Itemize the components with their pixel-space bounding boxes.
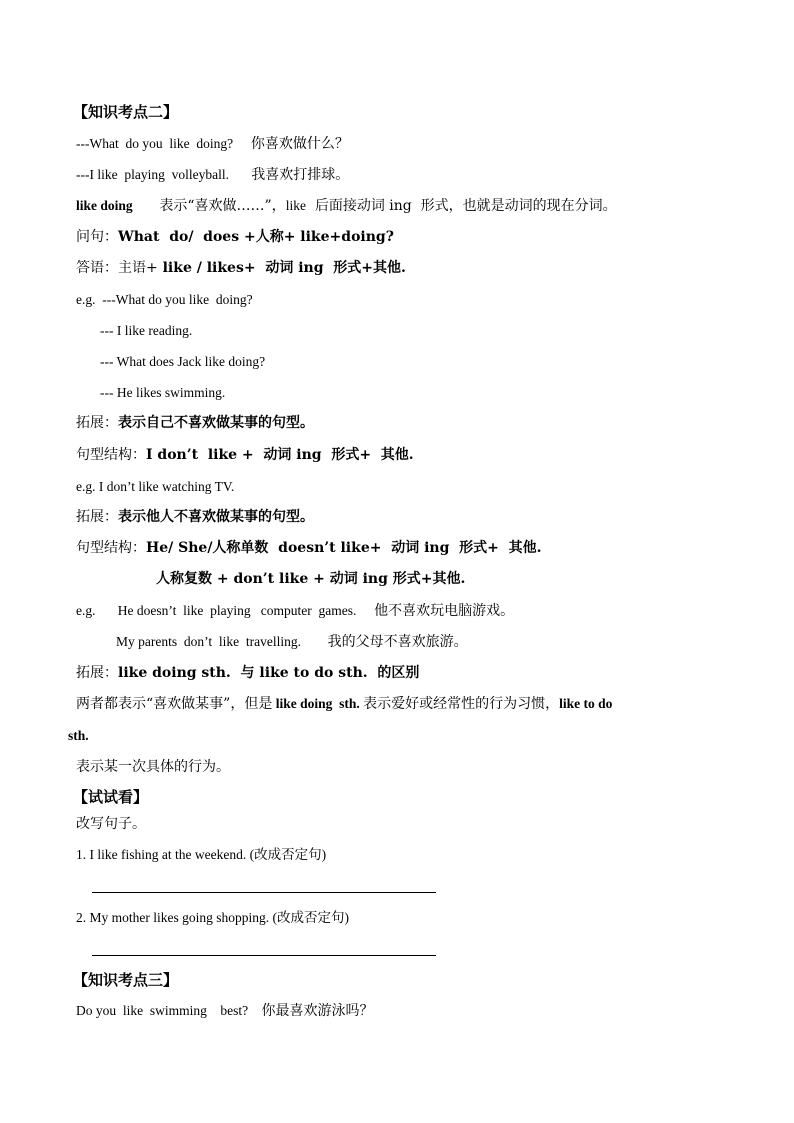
- extension-text: 表示他人不喜欢做某事的句型。: [118, 509, 314, 525]
- practice-heading: 【试试看】: [73, 788, 149, 806]
- answer-pattern-line: [76, 261, 406, 275]
- extension-text: 表示自己不喜欢做某事的句型。: [118, 415, 314, 431]
- example-7: [116, 635, 468, 649]
- question-pattern: What do/ does +人称+ like+doing?: [118, 229, 394, 245]
- difference-text-a: 两者都表示“喜欢做某事”，但是: [76, 696, 273, 712]
- extension-label: 拓展：: [76, 665, 118, 681]
- difference-like-doing: like doing sth.: [272, 696, 364, 711]
- answer-line-1[interactable]: [92, 892, 436, 893]
- eg-label: e.g.: [76, 292, 96, 307]
- difference-paragraph-line-3: 表示某一次具体的行为。: [76, 759, 230, 775]
- structure-label: 句型结构：: [76, 447, 146, 463]
- question-label: 问句：: [76, 229, 118, 245]
- extension-2: [76, 510, 314, 524]
- question-pattern-line: [76, 230, 394, 244]
- structure-2-line-2: 人称复数 + don’t like + 动词 ing 形式+其他.: [156, 571, 466, 587]
- example-2: --- I like reading.: [100, 323, 193, 338]
- explanation-line: [76, 199, 617, 213]
- answer-english: ---I like playing volleyball.: [76, 167, 229, 182]
- question-chinese: 你最喜欢游泳吗？: [261, 1003, 374, 1019]
- example-7-english: My parents don’t like travelling.: [116, 634, 301, 649]
- example-4: --- He likes swimming.: [100, 385, 226, 400]
- practice-item-2: 2. My mother likes going shopping. (改成否定句): [76, 910, 349, 925]
- structure-pattern: I don’t like + 动词 ing 形式+ 其他.: [146, 447, 414, 463]
- dialog-answer: [76, 168, 349, 182]
- answer-line-2[interactable]: [92, 955, 436, 956]
- example-6-chinese: 他不喜欢玩电脑游戏。: [374, 603, 515, 619]
- structure-1: [76, 448, 414, 462]
- section-heading: 【知识考点二】: [73, 103, 179, 121]
- difference-text-c: 表示爱好或经常性的行为习惯，: [363, 696, 560, 712]
- answer-label: 答语：主语+: [76, 260, 158, 276]
- answer-chinese: 我喜欢打排球。: [251, 167, 350, 183]
- question-english: ---What do you like doing?: [76, 136, 234, 151]
- difference-sth: sth.: [68, 728, 89, 743]
- dialog-question: [76, 137, 349, 151]
- explanation-like: like: [285, 198, 306, 213]
- practice-item-1: 1. I like fishing at the weekend. (改成否定句): [76, 847, 327, 862]
- section-heading: 【知识考点三】: [73, 971, 179, 989]
- question-chinese: 你喜欢做什么？: [250, 136, 349, 152]
- question-english: Do you like swimming best?: [76, 1003, 249, 1018]
- structure-label: 句型结构：: [76, 540, 146, 556]
- explanation-text-b: 后面接动词 ing 形式，也就是动词的现在分词。: [314, 198, 617, 214]
- practice-instruction: 改写句子。: [76, 816, 146, 832]
- structure-pattern: He/ She/人称单数 doesn’t like+ 动词 ing 形式+ 其他.: [146, 540, 542, 556]
- example-6: [76, 604, 514, 618]
- example-5: e.g. I don’t like watching TV.: [76, 479, 235, 494]
- example-6-english: He doesn’t like playing computer games.: [117, 603, 357, 618]
- eg-label: e.g.: [76, 603, 96, 618]
- answer-pattern: like / likes+ 动词 ing 形式+其他.: [157, 260, 406, 276]
- example-line: [76, 293, 253, 307]
- section3-question: [76, 1004, 373, 1018]
- extension-label: 拓展：: [76, 415, 118, 431]
- extension-text: like doing sth. 与 like to do sth. 的区别: [118, 665, 420, 681]
- difference-paragraph-line-1: [76, 697, 612, 711]
- explanation-text-a: 表示“喜欢做……”，: [159, 198, 286, 214]
- extension-3: [76, 666, 419, 680]
- structure-2: [76, 541, 541, 555]
- extension-1: [76, 416, 314, 430]
- term-like-doing: like doing: [76, 198, 133, 213]
- example-1: ---What do you like doing?: [102, 292, 253, 307]
- example-7-chinese: 我的父母不喜欢旅游。: [327, 634, 468, 650]
- extension-label: 拓展：: [76, 509, 118, 525]
- difference-like-to-do: like to do: [559, 696, 613, 711]
- example-3: --- What does Jack like doing?: [100, 354, 266, 369]
